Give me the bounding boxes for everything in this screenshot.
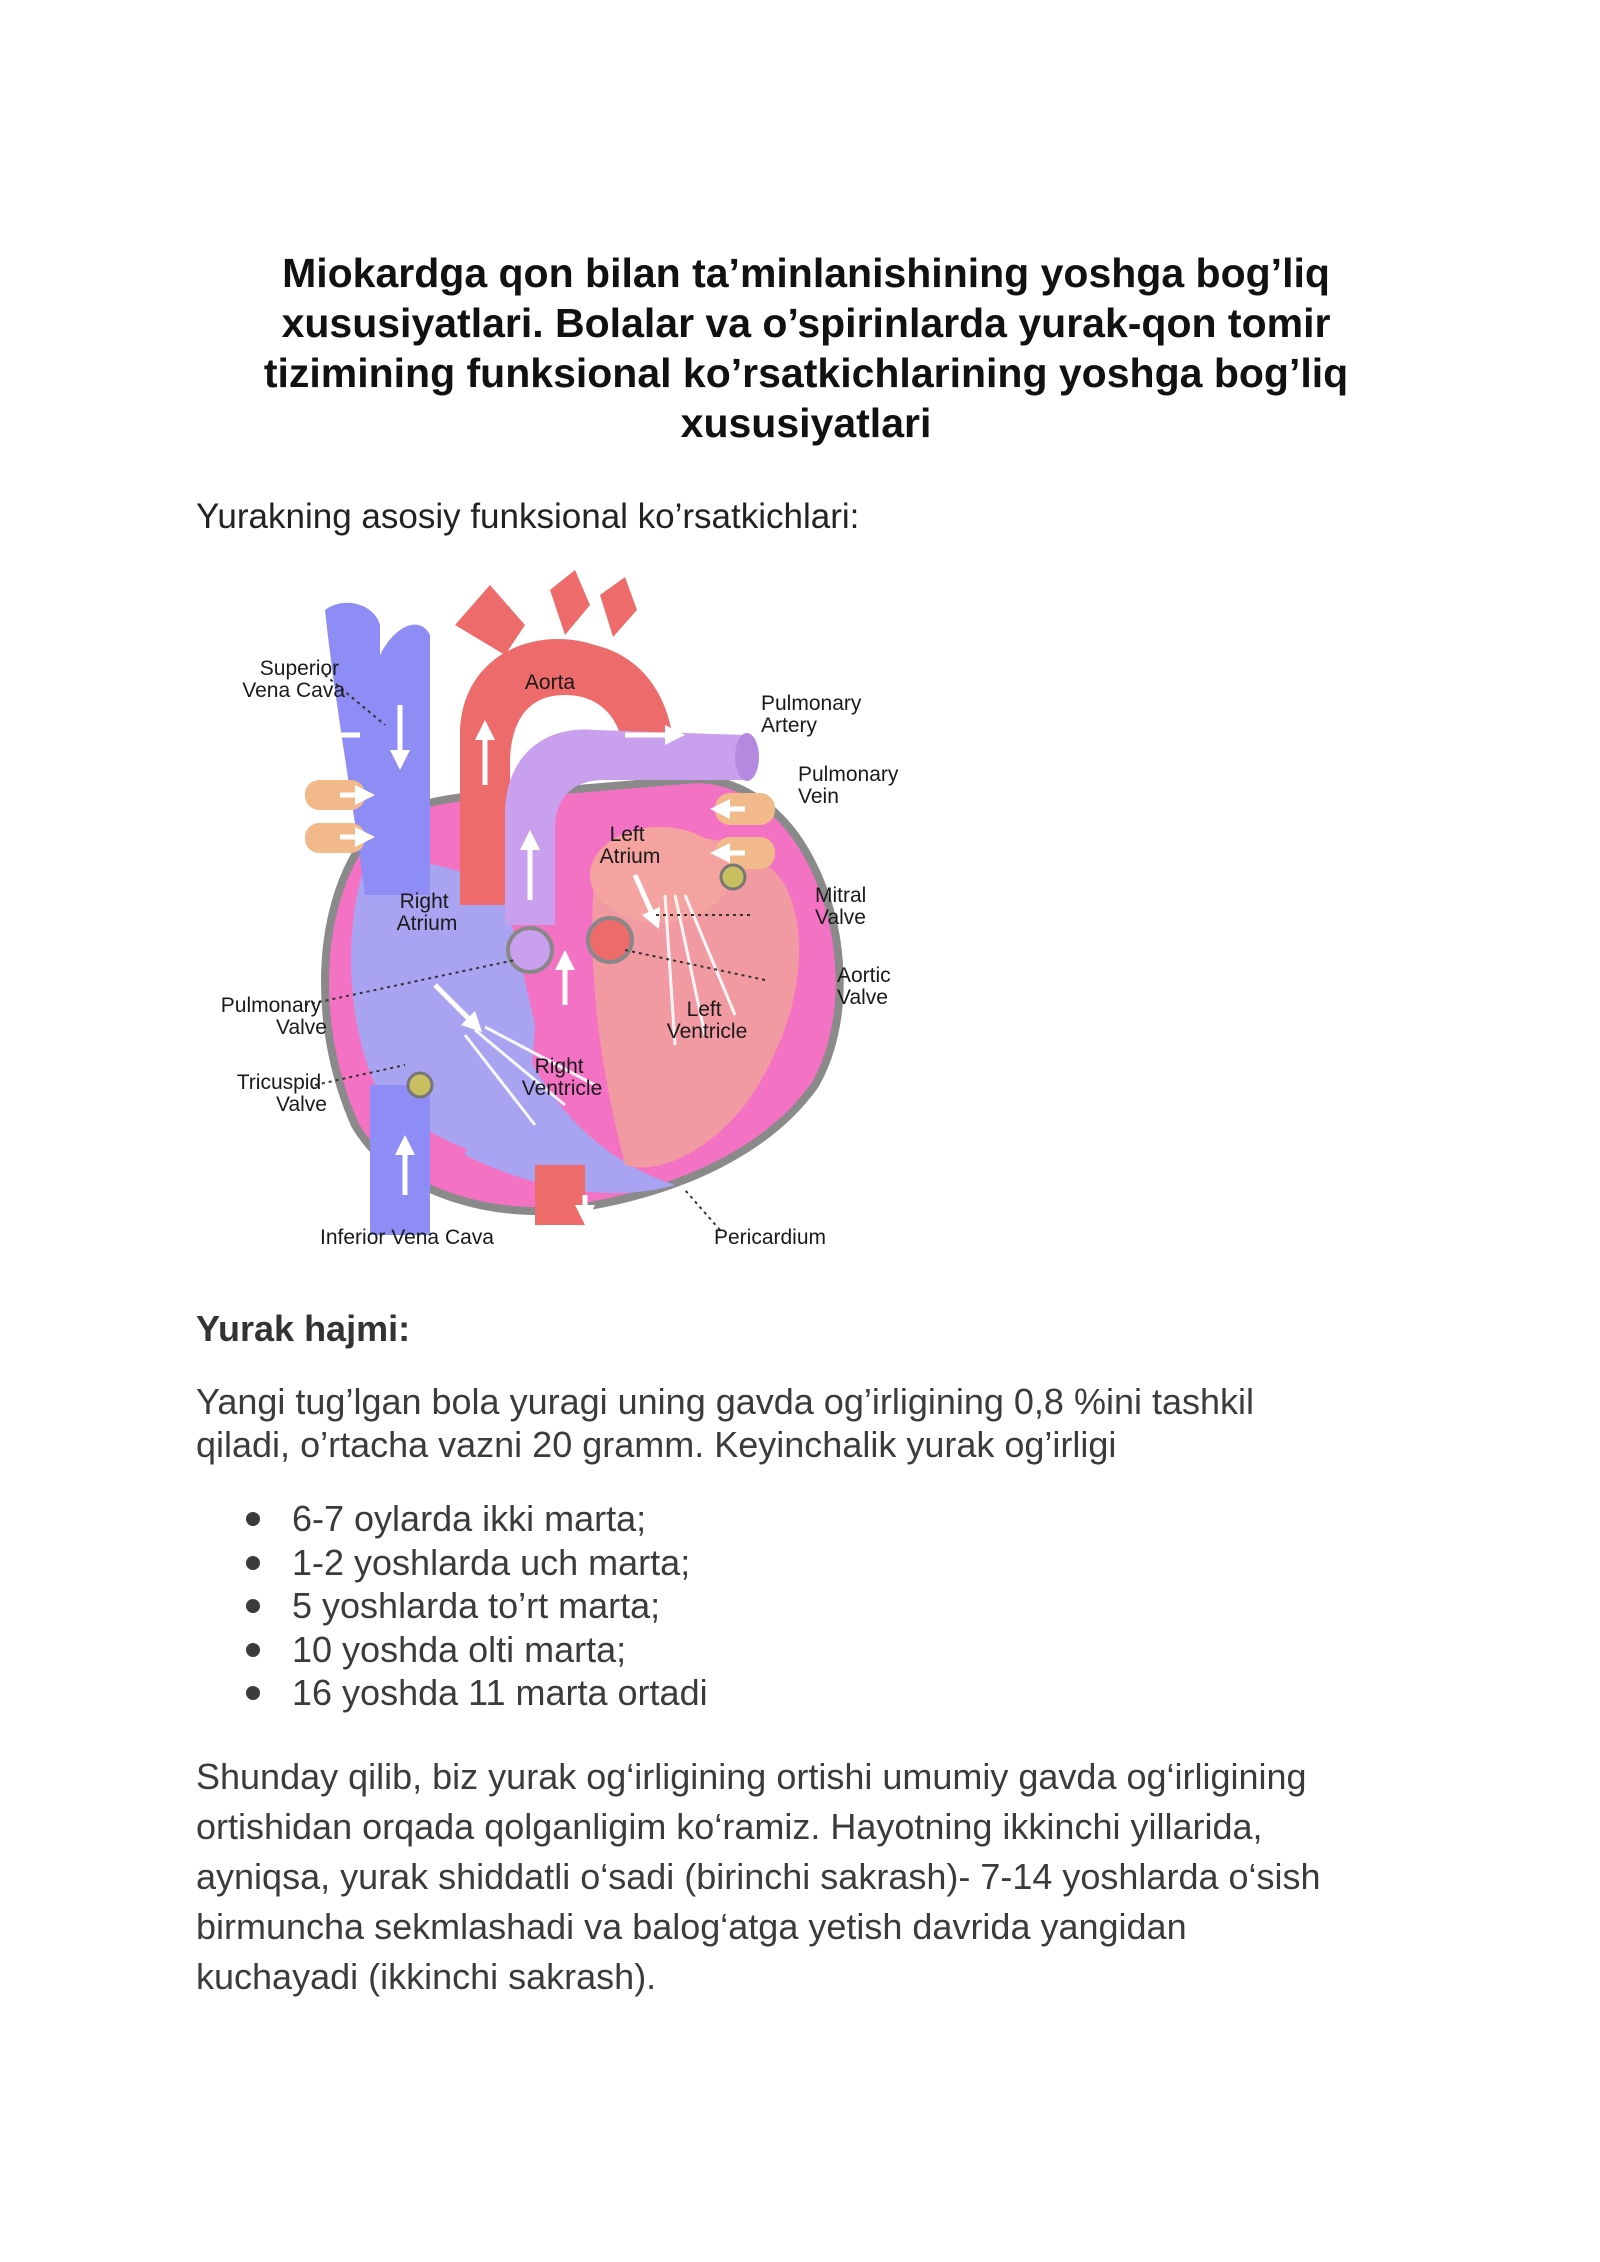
- label-pulmonary-artery: Pulmonary Artery: [761, 692, 862, 737]
- list-item: 1-2 yoshlarda uch marta;: [196, 1541, 708, 1585]
- pulmonary-artery-opening: [735, 733, 759, 781]
- paragraph-growth-summary: [196, 1752, 1426, 2002]
- bullet-icon: [246, 1512, 260, 1526]
- list-item: 16 yoshda 11 marta ortadi: [196, 1671, 708, 1715]
- title-line: tizimining funksional ko’rsatkichlarining yoshga bog’liq: [263, 350, 1349, 396]
- title-line: Miokardga qon bilan ta’minlanishining yoshga bog’liq: [282, 250, 1330, 296]
- aorta-branch: [550, 570, 590, 635]
- paragraph-heart-weight: [196, 1380, 1396, 1466]
- aortic-valve-icon: [588, 918, 632, 962]
- aorta-branch: [455, 585, 525, 655]
- label-mitral-valve: Mitral Valve: [815, 884, 867, 929]
- label-tricuspid-valve: Tricuspid Valve: [236, 1071, 327, 1116]
- label-left-atrium: Left Atrium: [599, 823, 661, 868]
- heart-diagram: [205, 565, 935, 1265]
- paragraph-line: ayniqsa, yurak shiddatli o‘sadi (birinchi sakrash)- 7-14 yoshlarda o‘sish: [196, 1856, 1321, 1897]
- list-item: 5 yoshlarda to’rt marta;: [196, 1584, 708, 1628]
- list-item: 10 yoshda olti marta;: [196, 1628, 708, 1672]
- tricuspid-valve-icon: [408, 1073, 432, 1097]
- paragraph-line: birmuncha sekmlashadi va balog‘atga yetish davrida yangidan: [196, 1906, 1187, 1947]
- intro-text: Yurakning asosiy funksional ko’rsatkichlari:: [196, 497, 860, 536]
- label-right-ventricle: Right Ventricle: [521, 1055, 603, 1100]
- list-item: 6-7 oylarda ikki marta;: [196, 1497, 708, 1541]
- label-superior-vena-cava: Superior Vena Cava: [242, 657, 345, 702]
- paragraph-line: Yangi tug’lgan bola yuragi uning gavda og’irligining 0,8 %ini tashkil: [196, 1381, 1255, 1422]
- aorta-branch: [600, 577, 637, 637]
- page-title: [196, 248, 1416, 448]
- paragraph-line: kuchayadi (ikkinchi sakrash).: [196, 1956, 657, 1997]
- title-line: xususiyatlari: [680, 400, 932, 446]
- bullet-icon: [246, 1686, 260, 1700]
- label-inferior-vena-cava: Inferior Vena Cava: [320, 1226, 494, 1249]
- paragraph-line: Shunday qilib, biz yurak og‘irligining ortishi umumiy gavda og‘irligining: [196, 1756, 1307, 1797]
- label-pericardium: Pericardium: [713, 1226, 827, 1249]
- paragraph-line: qiladi, o’rtacha vazni 20 gramm. Keyinchalik yurak og’irligi: [196, 1424, 1117, 1465]
- bullet-icon: [246, 1556, 260, 1570]
- growth-bullet-list: [196, 1497, 708, 1715]
- label-aorta: Aorta: [524, 671, 576, 694]
- pulmonary-valve-icon: [508, 928, 552, 972]
- title-line: xususiyatlari. Bolalar va o’spirinlarda yurak-qon tomir: [281, 300, 1331, 346]
- bullet-icon: [246, 1643, 260, 1657]
- bullet-icon: [246, 1599, 260, 1613]
- label-pulmonary-vein: Pulmonary Vein: [798, 763, 899, 808]
- label-pulmonary-valve: Pulmonary Valve: [220, 994, 327, 1039]
- label-left-ventricle: Left Ventricle: [666, 998, 748, 1043]
- section-heading: Yurak hajmi:: [196, 1308, 411, 1349]
- paragraph-line: ortishidan orqada qolganligim ko‘ramiz. Hayotning ikkinchi yillarida,: [196, 1806, 1263, 1847]
- label-right-atrium: Right Atrium: [396, 890, 458, 935]
- mitral-valve-icon: [721, 865, 745, 889]
- inferior-vena-cava: [370, 1085, 430, 1235]
- label-aortic-valve: Aortic Valve: [837, 964, 891, 1009]
- descending-aorta: [535, 1165, 585, 1225]
